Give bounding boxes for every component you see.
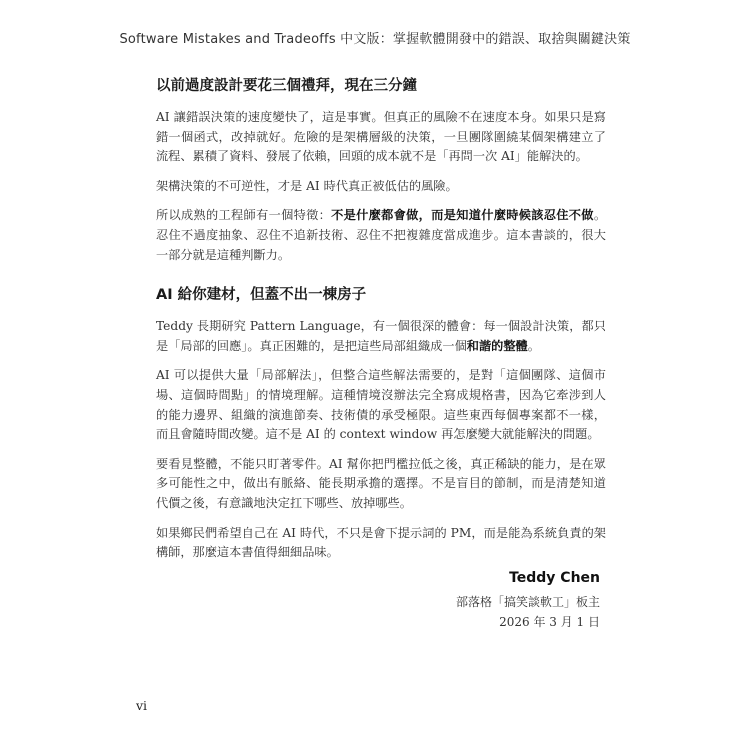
page-number: vi	[136, 698, 148, 713]
signature-block	[456, 570, 600, 632]
paragraph-text: 。忍住不過度抽象、忍住不追新技術、忍住不把複雜度當成進步。這本書談的，很大一部分就是這種判斷力。	[156, 208, 606, 262]
section-heading-building-materials: AI 給你建材，但蓋不出一棟房子	[156, 287, 367, 304]
emphasis-text: 不是什麼都會做，而是知道什麼時候該忍住不做	[331, 208, 594, 223]
emphasis-text: 和諧的整體	[466, 338, 528, 353]
section-heading-overengineering: 以前過度設計要花三個禮拜，現在三分鐘	[156, 78, 417, 94]
paragraph: 要看見整體，不能只盯著零件。AI 幫你把門檻拉低之後，真正稀缺的能力，是在眾多可能性之中，做出有脈絡、能長期承擔的選擇。不是盲目的節制，而是清楚知道代價之後，有意識地決定扛下哪些、放掉哪些。	[156, 456, 606, 510]
paragraph: AI 可以提供大量「局部解法」，但整合這些解法需要的，是對「這個團隊、這個市場、這個時間點」的情境理解。這種情境沒辦法完全寫成規格書，因為它牽涉到人的能力邊界、組織的演進節奏、技術債的承受極限。這些東西每個專案都不一樣，而且會隨時間改變。這不是 AI 的 context window 再怎麼變大就能解決的問題。	[156, 368, 606, 442]
page-body	[156, 76, 606, 573]
author-name: Teddy Chen	[509, 570, 600, 586]
paragraph: 如果鄉民們希望自己在 AI 時代，不只是會下提示詞的 PM，而是能為系統負責的架構師，那麼這本書值得細細品味。	[156, 525, 606, 560]
signature-date: 2026 年 3 月 1 日	[499, 615, 600, 629]
paragraph: AI 讓錯誤決策的速度變快了，這是事實。但真正的風險不在速度本身。如果只是寫錯一個函式，改掉就好。危險的是架構層級的決策，一旦團隊圍繞某個架構建立了流程、累積了資料、發展了依賴，回頭的成本就不是「再問一次 AI」能解決的。	[156, 110, 606, 164]
running-header: Software Mistakes and Tradeoffs 中文版：掌握軟體開發中的錯誤、取捨與關鍵決策	[119, 32, 631, 47]
paragraph-text: Teddy 長期研究 Pattern Language，有一個很深的體會：每一個設計決策，都只是「局部的回應」。真正困難的，是把這些局部組織成一個	[156, 319, 606, 353]
paragraph	[156, 317, 606, 356]
paragraph	[156, 206, 606, 265]
paragraph-text: 。	[527, 338, 540, 353]
paragraph-text: 所以成熟的工程師有一個特徵：	[156, 208, 332, 223]
author-role: 部落格「搞笑談軟工」板主	[455, 595, 600, 609]
paragraph: 架構決策的不可逆性，才是 AI 時代真正被低估的風險。	[156, 178, 458, 193]
